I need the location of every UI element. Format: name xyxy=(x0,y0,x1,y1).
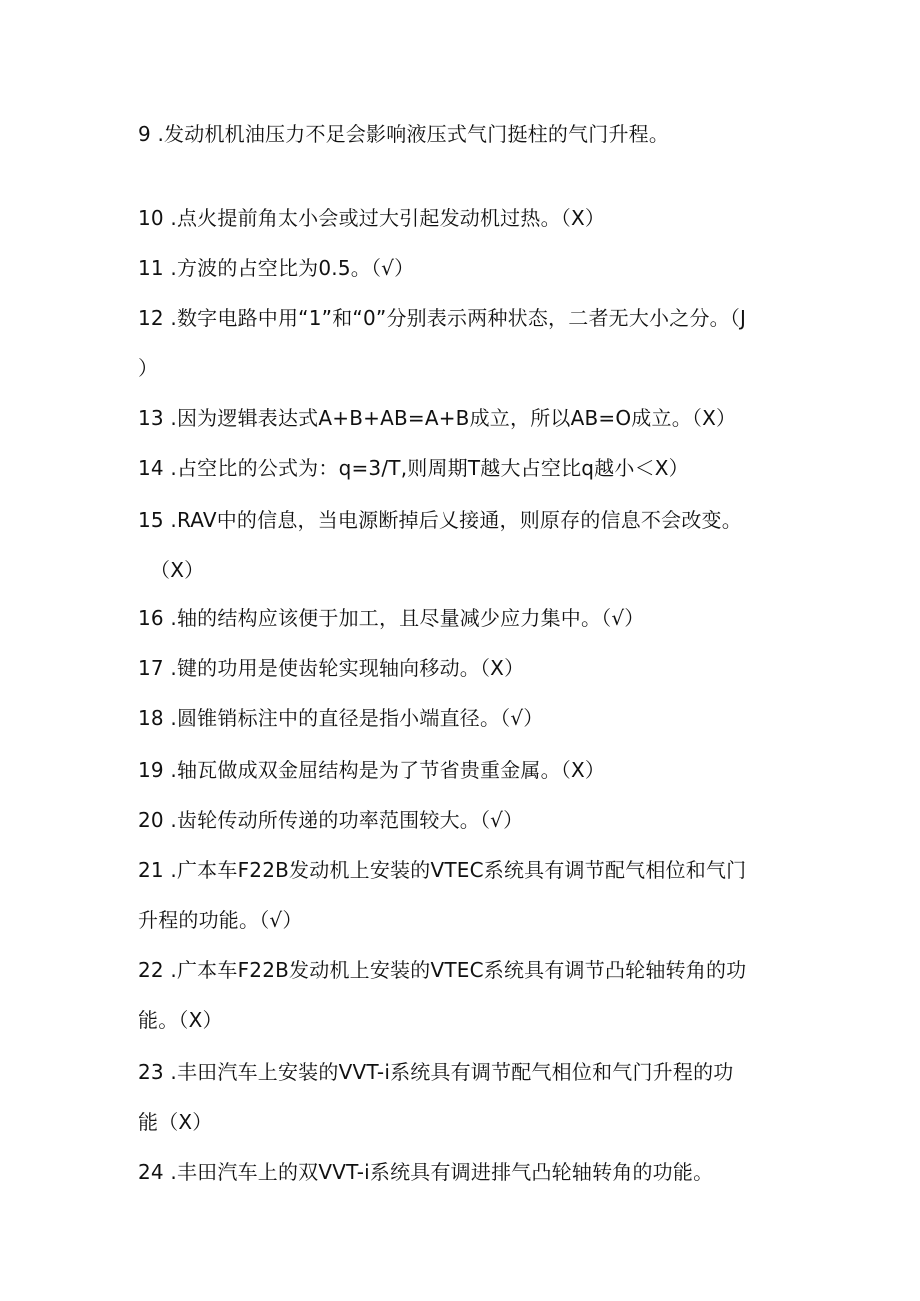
question-15-continued: （X） xyxy=(150,558,205,582)
question-24: 24 .丰田汽车上的双VVT-i系统具有调进排气凸轮轴转角的功能。 xyxy=(138,1160,714,1184)
question-20: 20 .齿轮传动所传递的功率范围较大。（√） xyxy=(138,808,524,832)
question-23: 23 .丰田汽车上安装的VVT-i系统具有调节配气相位和气门升程的功 xyxy=(138,1060,734,1084)
question-13: 13 .因为逻辑表达式A+B+AB=A+B成立，所以AB=O成立。（X） xyxy=(138,406,737,430)
question-22: 22 .广本车F22B发动机上安装的VTEC系统具有调节凸轮轴转角的功 xyxy=(138,958,747,982)
question-23-continued: 能（X） xyxy=(138,1110,213,1134)
question-15: 15 .RAV中的信息，当电源断掉后乂接通，则原存的信息不会改变。 xyxy=(138,508,742,532)
question-21-continued: 升程的功能。（√） xyxy=(138,908,303,932)
question-22-continued: 能。（X） xyxy=(138,1008,223,1032)
question-21: 21 .广本车F22B发动机上安装的VTEC系统具有调节配气相位和气门 xyxy=(138,858,747,882)
question-12-continued: ） xyxy=(138,356,159,380)
question-14: 14 .占空比的公式为：q=3/T,则周期T越大占空比q越小＜X） xyxy=(138,456,689,480)
question-12: 12 .数字电路中用“1”和“0”分别表示两种状态，二者无大小之分。（J xyxy=(138,306,747,330)
question-10: 10 .点火提前角太小会或过大引起发动机过热。（X） xyxy=(138,206,606,230)
question-16: 16 .轴的结构应该便于加工，且尽量减少应力集中。（√） xyxy=(138,606,645,630)
question-17: 17 .键的功用是使齿轮实现轴向移动。（X） xyxy=(138,656,525,680)
question-19: 19 .轴瓦做成双金屈结构是为了节省贵重金属。（X） xyxy=(138,758,606,782)
question-9: 9 .发动机机油压力不足会影响液压式气门挺柱的气门升程。 xyxy=(138,122,670,146)
question-18: 18 .圆锥销标注中的直径是指小端直径。（√） xyxy=(138,706,544,730)
question-11: 11 .方波的占空比为0.5。（√） xyxy=(138,256,415,280)
